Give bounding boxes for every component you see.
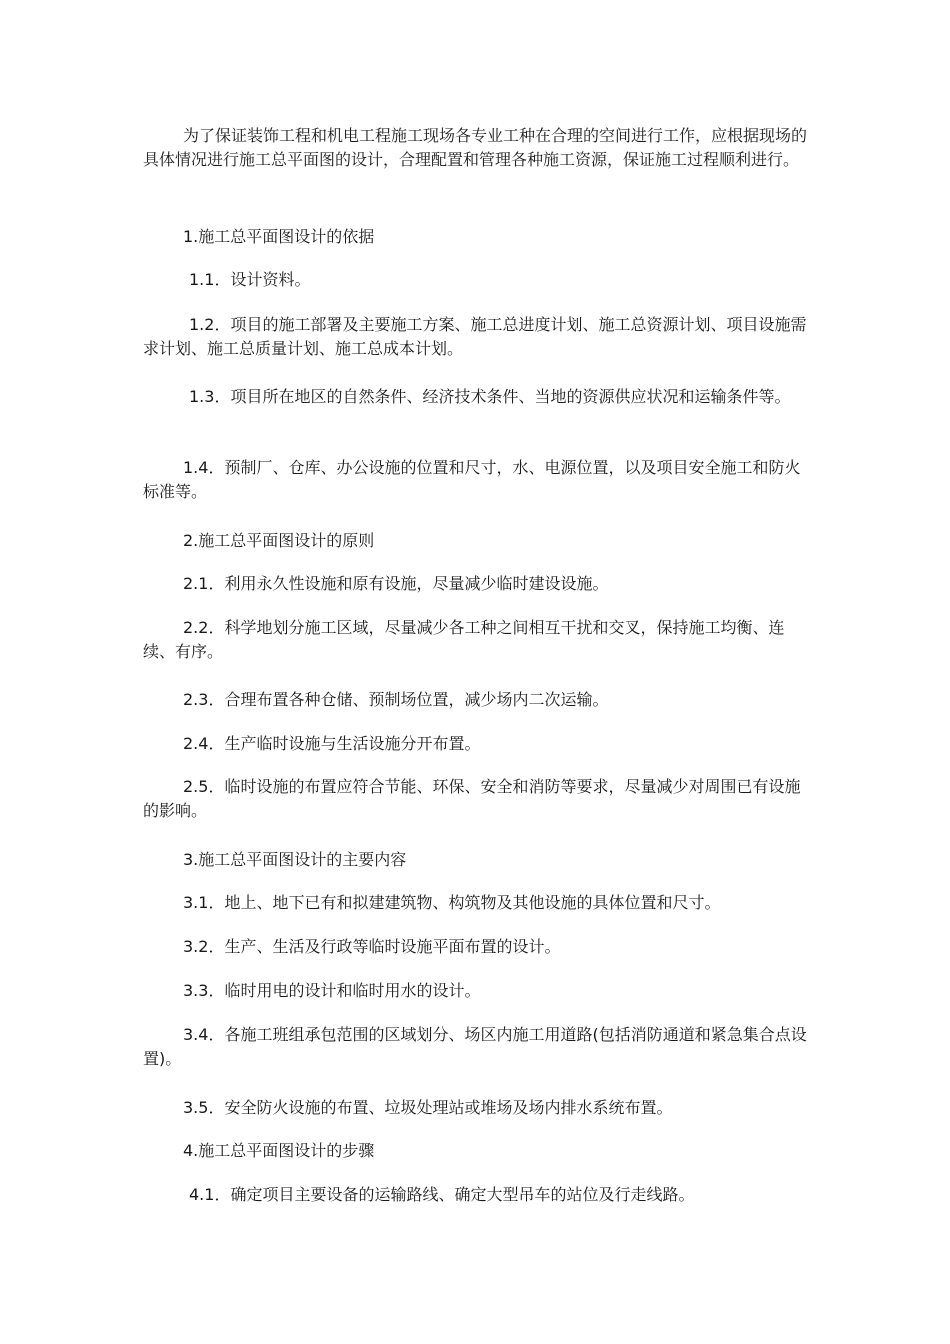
- item-1-3: 1.3．项目所在地区的自然条件、经济技术条件、当地的资源供应状况和运输条件等。: [189, 387, 791, 406]
- item-2-4: 2.4．生产临时设施与生活设施分开布置。: [183, 734, 481, 753]
- item-3-1: 3.1．地上、地下已有和拟建建筑物、构筑物及其他设施的具体位置和尺寸。: [183, 893, 721, 912]
- item-1-1: 1.1．设计资料。: [189, 270, 311, 289]
- section-1-heading: 1.施工总平面图设计的依据: [183, 227, 375, 246]
- section-2-heading: 2.施工总平面图设计的原则: [183, 531, 375, 550]
- intro-paragraph: 为了保证装饰工程和机电工程施工现场各专业工种在合理的空间进行工作，应根据现场的具体情况进行施工总平面图的设计，合理配置和管理各种施工资源，保证施工过程顺利进行。: [143, 126, 808, 169]
- item-2-5: 2.5．临时设施的布置应符合节能、环保、安全和消防等要求，尽量减少对周围已有设施的影响。: [143, 777, 801, 820]
- section-3-heading: 3.施工总平面图设计的主要内容: [183, 850, 407, 869]
- item-3-4: 3.4．各施工班组承包范围的区域划分、场区内施工用道路(包括消防通道和紧急集合点设置)。: [143, 1025, 807, 1068]
- section-4-heading: 4.施工总平面图设计的步骤: [183, 1141, 375, 1160]
- item-2-1: 2.1．利用永久性设施和原有设施，尽量减少临时建设设施。: [183, 574, 609, 593]
- item-1-2: 1.2．项目的施工部署及主要施工方案、施工总进度计划、施工总资源计划、项目设施需求计划、施工总质量计划、施工总成本计划。: [143, 315, 807, 358]
- item-2-2: 2.2．科学地划分施工区域，尽量减少各工种之间相互干扰和交叉，保持施工均衡、连续、有序。: [143, 618, 785, 661]
- item-3-3: 3.3．临时用电的设计和临时用水的设计。: [183, 981, 481, 1000]
- item-2-3: 2.3．合理布置各种仓储、预制场位置，减少场内二次运输。: [183, 690, 609, 709]
- item-3-2: 3.2．生产、生活及行政等临时设施平面布置的设计。: [183, 937, 561, 956]
- item-3-5: 3.5．安全防火设施的布置、垃圾处理站或堆场及场内排水系统布置。: [183, 1098, 673, 1117]
- item-4-1: 4.1．确定项目主要设备的运输路线、确定大型吊车的站位及行走线路。: [189, 1185, 695, 1204]
- item-1-4: 1.4．预制厂、仓库、办公设施的位置和尺寸，水、电源位置，以及项目安全施工和防火标准等。: [143, 458, 801, 501]
